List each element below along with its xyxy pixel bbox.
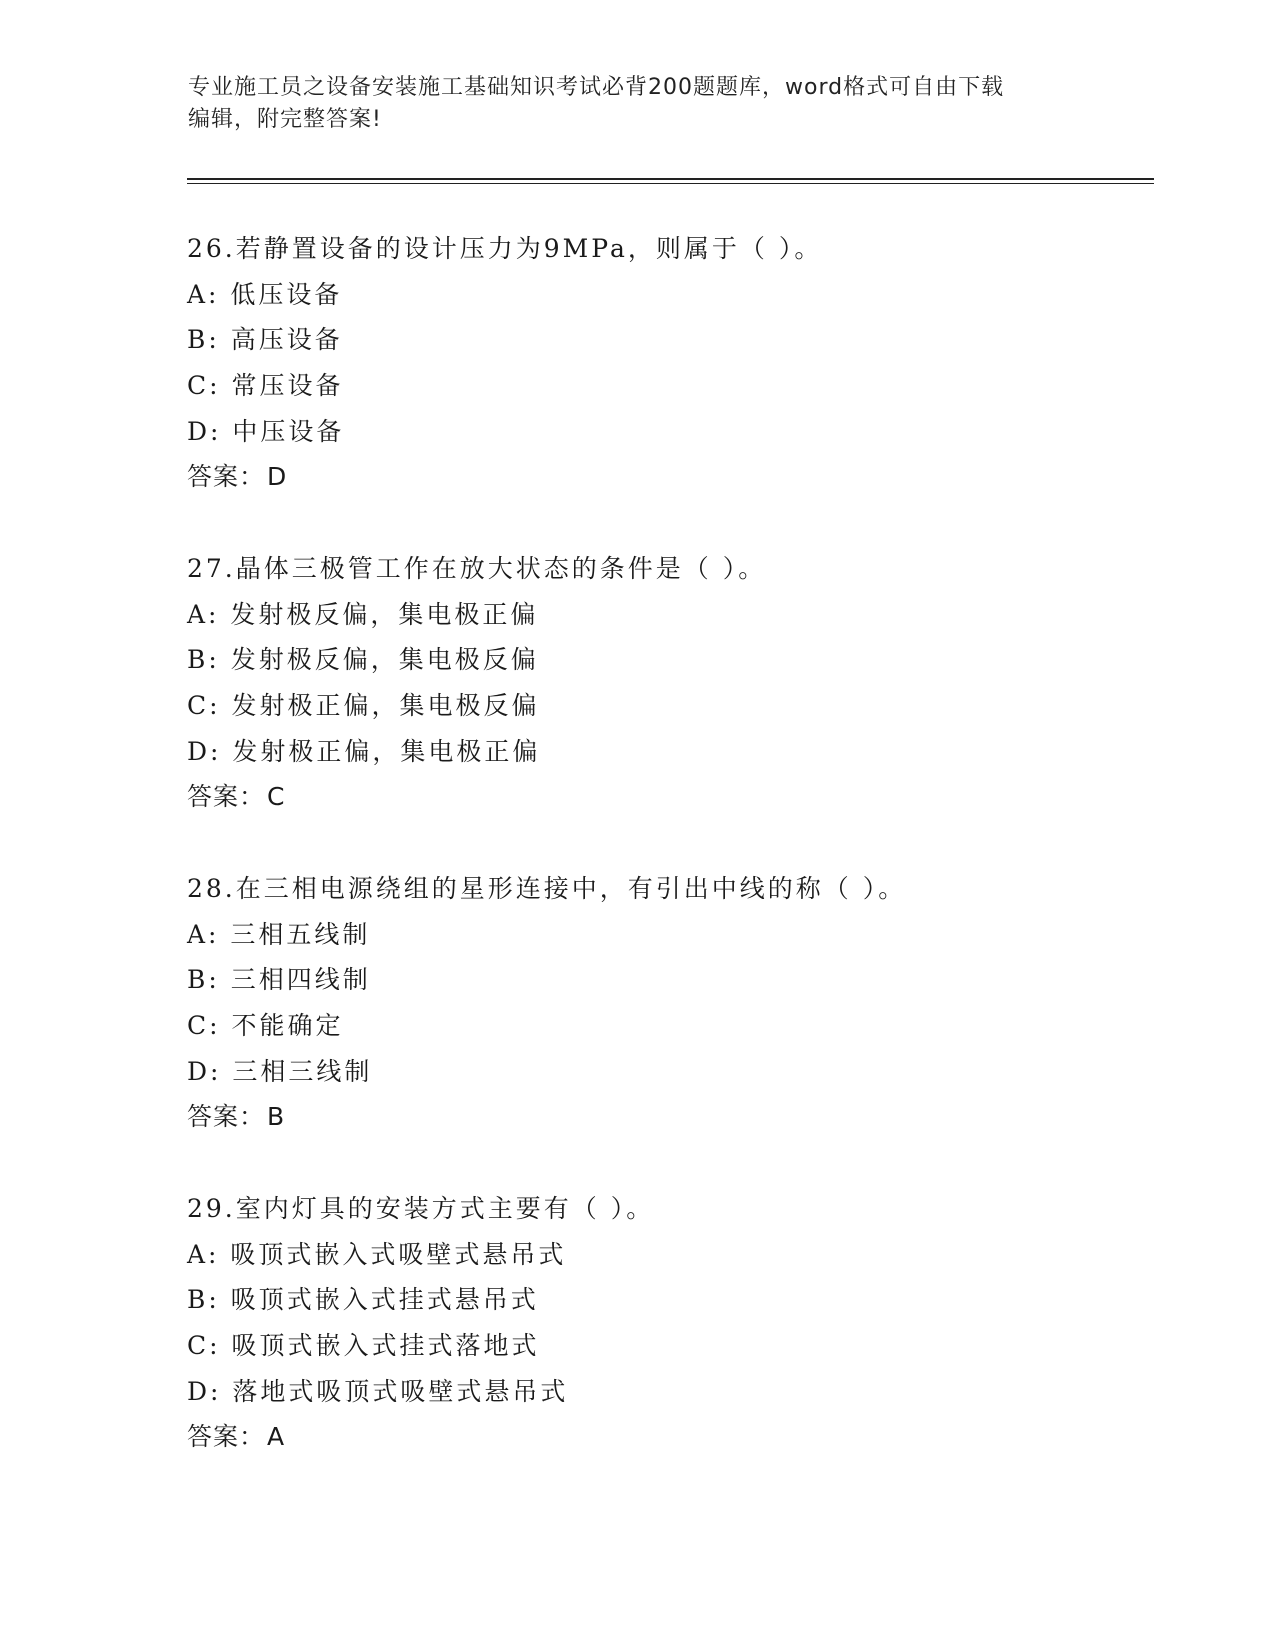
option-d: D: 三相三线制 bbox=[187, 1056, 373, 1086]
question-stem: 29.室内灯具的安装方式主要有（ ）。 bbox=[187, 1194, 655, 1223]
option-c: C: 发射极正偏，集电极反偏 bbox=[187, 691, 540, 721]
option-d: D: 落地式吸顶式吸壁式悬吊式 bbox=[187, 1376, 569, 1406]
option-a: A: 发射极反偏，集电极正偏 bbox=[187, 599, 539, 629]
question-stem: 28.在三相电源绕组的星形连接中，有引出中线的称（ ）。 bbox=[187, 874, 907, 903]
option-c: C: 常压设备 bbox=[187, 371, 344, 401]
option-b: B: 发射极反偏，集电极反偏 bbox=[187, 645, 539, 675]
answer-value: B bbox=[267, 1102, 286, 1132]
question-27 bbox=[187, 546, 1147, 820]
header-line-2: 编辑，附完整答案! bbox=[188, 107, 382, 132]
header-line-1: 专业施工员之设备安装施工基础知识考试必背200题题库，word格式可自由下载 bbox=[188, 75, 1005, 100]
answer-value: C bbox=[267, 782, 286, 812]
question-stem: 26.若静置设备的设计压力为9MPa，则属于（ ）。 bbox=[187, 234, 823, 263]
answer-line bbox=[187, 1094, 1147, 1140]
option-a: A: 低压设备 bbox=[187, 279, 343, 309]
answer-line bbox=[187, 454, 1147, 500]
option-a: A: 吸顶式嵌入式吸壁式悬吊式 bbox=[187, 1239, 567, 1269]
answer-label: 答案： bbox=[187, 1422, 266, 1452]
answer-line bbox=[187, 774, 1147, 820]
option-c: C: 吸顶式嵌入式挂式落地式 bbox=[187, 1331, 540, 1361]
question-29 bbox=[187, 1186, 1147, 1460]
answer-line bbox=[187, 1414, 1147, 1460]
option-d: D: 中压设备 bbox=[187, 416, 345, 446]
answer-label: 答案： bbox=[187, 462, 266, 492]
option-b: B: 吸顶式嵌入式挂式悬吊式 bbox=[187, 1285, 539, 1315]
option-b: B: 高压设备 bbox=[187, 325, 343, 355]
option-d: D: 发射极正偏，集电极正偏 bbox=[187, 736, 541, 766]
document-header bbox=[188, 72, 1088, 136]
option-a: A: 三相五线制 bbox=[187, 919, 371, 949]
answer-value: D bbox=[267, 462, 288, 492]
question-26 bbox=[187, 226, 1147, 500]
option-c: C: 不能确定 bbox=[187, 1011, 344, 1041]
answer-label: 答案： bbox=[187, 1102, 266, 1132]
question-28 bbox=[187, 866, 1147, 1140]
answer-label: 答案： bbox=[187, 782, 266, 812]
option-b: B: 三相四线制 bbox=[187, 965, 371, 995]
header-divider-thick bbox=[187, 178, 1154, 180]
question-stem: 27.晶体三极管工作在放大状态的条件是（ ）。 bbox=[187, 554, 767, 583]
header-divider-thin bbox=[187, 183, 1154, 184]
answer-value: A bbox=[267, 1422, 286, 1452]
